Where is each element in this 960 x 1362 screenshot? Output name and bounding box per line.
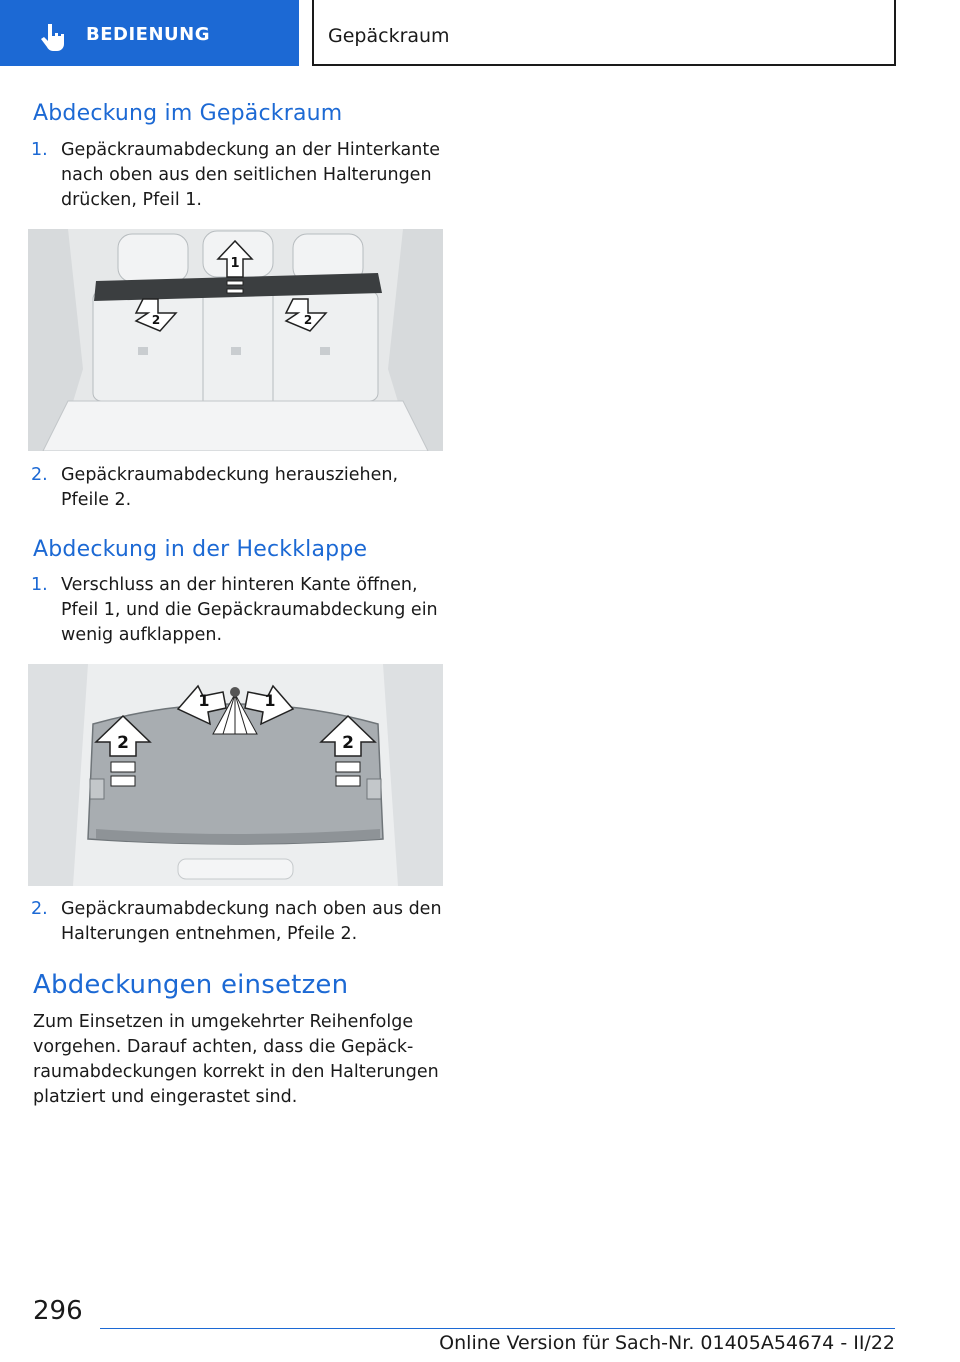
- section-tab: [0, 0, 299, 66]
- arrow-label: 2: [303, 313, 313, 327]
- page-number: 296: [33, 1296, 83, 1326]
- arrow-label: 1: [230, 256, 240, 271]
- illustration-tailgate-cover-removal: [28, 664, 443, 886]
- pointing-hand-icon: [38, 22, 68, 52]
- arrow-label: 2: [342, 733, 354, 753]
- section-heading: Abdeckung im Gepäckraum: [33, 101, 343, 126]
- step-number: 2.: [31, 899, 48, 919]
- chapter-title: Gepäckraum: [328, 25, 450, 47]
- footer-text: Online Version für Sach-Nr. 01405A54674 - II/22: [439, 1332, 895, 1354]
- chapter-header: [312, 0, 896, 66]
- list-item: [31, 897, 451, 947]
- section-label: BEDIENUNG: [86, 24, 210, 45]
- section-heading: Abdeckung in der Heckklappe: [33, 537, 368, 562]
- step-number: 1.: [31, 575, 48, 595]
- arrow-label: 2: [151, 313, 161, 327]
- step-text: Gepäckraumabdeckung nach oben aus den Halterungen entnehmen, Pfeile 2.: [61, 899, 442, 944]
- step-text: Gepäckraumabdeckung herausziehen, Pfeile 2.: [61, 465, 399, 510]
- step-number: 1.: [31, 140, 48, 160]
- body-paragraph: Zum Einsetzen in umgekehrter Reihenfolge vorgehen. Darauf achten, dass die Gepäckraumabdeckungen korrekt in den Halterungen platziert und eingerastet sind.: [33, 1012, 439, 1107]
- list-item: [31, 463, 451, 513]
- footer-divider: [100, 1328, 895, 1329]
- section-heading: Abdeckungen einsetzen: [33, 970, 349, 1000]
- step-text: Gepäckraumabdeckung an der Hinterkante nach oben aus den seitlichen Halterungen drücken, Pfeil 1.: [61, 140, 440, 210]
- arrow-label: 1: [264, 691, 276, 710]
- step-number: 2.: [31, 465, 48, 485]
- illustration-luggage-cover-removal: [28, 229, 443, 451]
- arrow-label: 2: [117, 733, 129, 753]
- list-item: [31, 138, 451, 213]
- step-text: Verschluss an der hinteren Kante öffnen, Pfeil 1, und die Gepäckraumabdeckung ein wenig aufklappen.: [61, 575, 438, 645]
- list-item: [31, 573, 451, 648]
- arrow-label: 1: [198, 691, 210, 710]
